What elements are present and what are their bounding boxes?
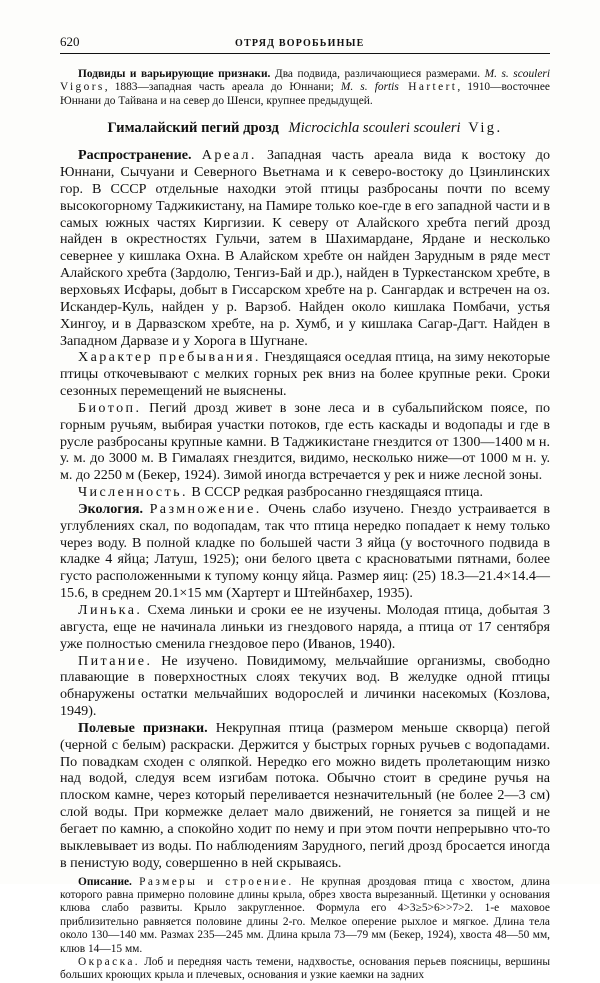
running-title: ОТРЯД ВОРОБЬИНЫЕ bbox=[235, 38, 365, 49]
subspecies-author-2: Hartert bbox=[398, 81, 458, 94]
molt-label: Линька. bbox=[78, 602, 143, 618]
subspecies-text-1: Два подвида, различающиеся размерами. bbox=[270, 68, 485, 80]
abundance-text: В СССР редкая разбросанно гнездящаяся птица. bbox=[187, 484, 484, 501]
food-paragraph bbox=[60, 653, 550, 720]
field-marks-heading: Полевые признаки. bbox=[78, 719, 208, 736]
breeding-label: Размножение. bbox=[149, 500, 262, 517]
field-marks-text: Некрупная птица (размером меньше скворца) пегой (черной с белым) раскраски. Держится у быстрых горных ручьев с водопадами. По повадкам сходен с оляпкой. Нередко его можно видеть пролетающим низко над водой, следуя всем изгибам потока. Обычно стоит в средине ручья на плоском камне, через который переливается незначительный (не более 2—3 см) слой воды. При кормежке делает мало движений, не гоняется за пищей и не бегает по камню, а спокойно ходит по нему и при этом почти непрерывно что-то выклевывает из воды. По наблюдениям Зарудного, пегий дрозд бросается иногда в пенистую воду, совершенно в ней скрываясь. bbox=[60, 719, 550, 871]
subspecies-name-1: M. s. scouleri bbox=[484, 68, 551, 80]
subspecies-paragraph bbox=[60, 68, 550, 108]
food-label: Питание. bbox=[78, 652, 153, 669]
habitat-paragraph bbox=[60, 400, 550, 484]
ecology-heading: Экология. bbox=[78, 500, 143, 517]
habitat-label: Биотоп. bbox=[78, 399, 142, 416]
distribution-heading: Распространение. bbox=[78, 147, 192, 164]
subspecies-text-2: , 1883—западная часть ареала до Юннани; bbox=[104, 81, 341, 94]
subspecies-name-2: M. s. fortis bbox=[340, 81, 399, 94]
habitat-text: Пегий дрозд живет в зоне леса и в субальпийском поясе, по горным ручьям, выбирая участки потоков, где есть каскады и водопады и где в русле разбросаны крупные камни. В Таджикистане гнездится от 1300—1400 м н. у. м. до 3000 м. В Гималаях гнездится, видимо, несколько ниже—от 1000 м н. у. м. до 2250 м (Бекер, 1924). Зимой иногда встречается у рек и ниже лесной зоны. bbox=[60, 399, 550, 484]
abundance-paragraph bbox=[60, 484, 550, 501]
subspecies-author-1: Vigors bbox=[60, 81, 105, 94]
ecology-paragraph bbox=[60, 501, 550, 602]
molt-text: Схема линьки и сроки ее не изучены. Молодая птица, добытая 3 августа, еще не начинала линьки из гнездового наряда, а птица от 17 сентября уже полностью сменила гнездовое перо (Иванов, 1940). bbox=[60, 602, 550, 652]
molt-paragraph bbox=[60, 602, 550, 653]
range-text: Западная часть ареала вида к востоку до Юннани, Сычуани и Северного Вьетнама и к северо-востоку до Цзинлинских гор. В СССР отдельные находки этой птицы разбросаны почти по всему высокогорному Таджикистану, на Памире только кое-где в его западной части и в самых южных частях Киргизии. К северу от Алайского хребта пегий дрозд найден в окрестностях Гульчи, затем в Шахимардане, Ярдане и несколько севернее у кишлака Охна. В Алайском хребте он найден Зарудным в ряде мест Алайского хребта (Зардолю, Тенгиз-Бай и др.), найден в Туркестанском хребте, в верховьях Исфары, добыт в Гиссарском хребте на р. Сангардак и встречен на оз. Искандер-Куль, найден у р. Варзоб. Найден около кишлака Помбачи, устья Хингоу, и в Дарвазском хребте, на р. Хумб, и у кишлака Сагар-Дагт. Найден в Западном Дарвазе и у Хорога в Шугнане. bbox=[60, 147, 550, 349]
size-label: Размеры и строение. bbox=[139, 875, 294, 888]
species-russian-name: Гималайский пегий дрозд bbox=[107, 120, 279, 137]
description-paragraph bbox=[60, 876, 550, 956]
stay-text: Гнездящаяся оседлая птица, на зиму некоторые птицы откочевывают с мелких горных рек вниз на более крупные реки. Сроки сезонных перемещений не выяснены. bbox=[60, 349, 550, 400]
description-heading: Описание. bbox=[78, 875, 132, 888]
breeding-text: Очень слабо изучено. Гнездо устраивается в углублениях скал, по водопадам, так что птица нередко попадает к нему только через воду. В полной кладке по большей части 3 яйца (у восточного подвида в кладке 4 яйца; Латуш, 1925); они белого цвета с красноватыми пятнами, более густо расположенными к тупому концу яйца. Размер яиц: (25) 18.3—21.4×14.4—15.6, в среднем 20.1×15 мм (Хартерт и Штейнбахер, 1935). bbox=[60, 500, 550, 602]
color-label: Окраска. bbox=[78, 955, 141, 968]
species-title bbox=[60, 120, 550, 137]
range-label: Ареал. bbox=[201, 147, 257, 164]
color-paragraph bbox=[60, 956, 550, 983]
color-text: Лоб и передняя часть темени, надхвостье, основания перьев поясницы, вершины больших кроющих крыла и плечевых, основания и узкие каемки на задних bbox=[60, 955, 550, 982]
stay-label: Характер пребывания. bbox=[78, 349, 261, 366]
species-author: Vig. bbox=[468, 120, 503, 137]
subspecies-text-3: , 1910—восточнее Юннани до Тайвана и на север до Шенси, крупнее предыдущей. bbox=[60, 81, 550, 107]
page-number: 620 bbox=[60, 34, 80, 49]
stay-paragraph bbox=[60, 349, 550, 400]
abundance-label: Численность. bbox=[78, 484, 188, 501]
page-header bbox=[60, 34, 550, 54]
field-marks-paragraph bbox=[60, 720, 550, 872]
size-text: Не крупная дроздовая птица с хвостом, длина которого равна примерно половине длины крыла, обрез хвоста вырезанный. Щетинки у основания клюва слабо развиты. Крыло закругленное. Формула его 4>3≥5>6>>7>2. 1-е маховое приблизительно равняется половине длины 2-го. Мелкое оперение рыхлое и мягкое. Длина тела около 130—140 мм. Размах 235—245 мм. Длина крыла 73—79 мм (Бекер, 1924), хвоста 48—50 мм, клюв 14—15 мм. bbox=[60, 875, 550, 955]
subspecies-heading: Подвиды и варьирующие признаки. bbox=[78, 68, 271, 80]
species-latin-name: Microcichla scouleri scouleri bbox=[288, 120, 461, 137]
food-text: Не изучено. Повидимому, мельчайшие организмы, свободно плавающие в поверхностных слоях текучих вод. В желудке одной птицы обнаружены остатки мельчайших водорослей и личинки насекомых (Козлова, 1949). bbox=[60, 652, 550, 720]
distribution-paragraph bbox=[60, 147, 550, 349]
